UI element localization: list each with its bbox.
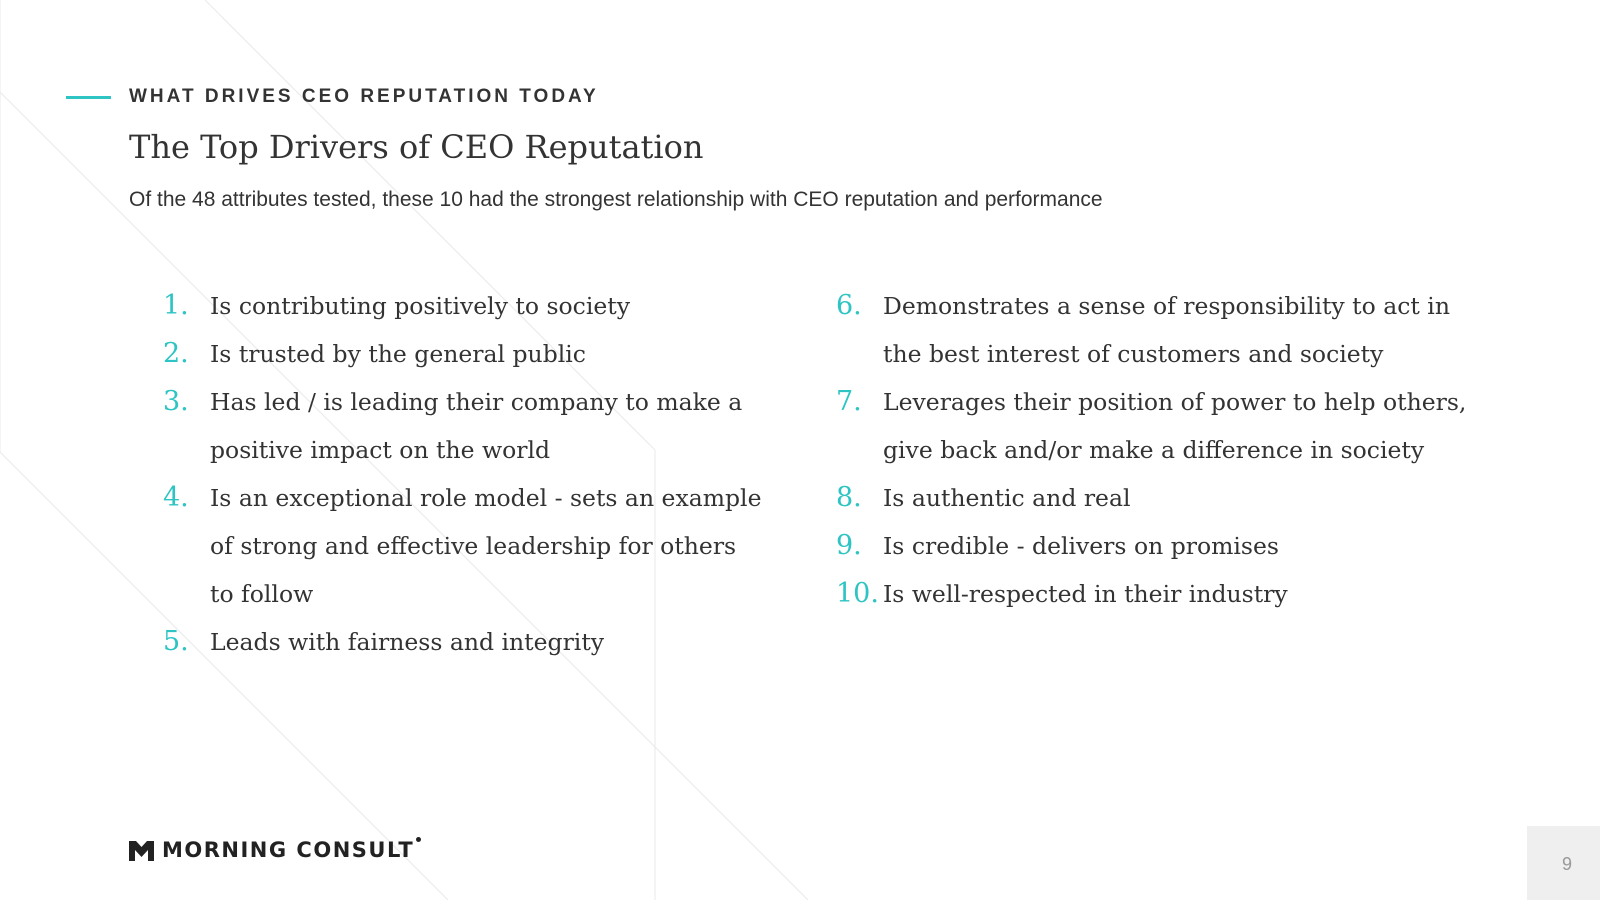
item-number: 3. — [163, 386, 189, 417]
section-eyebrow: WHAT DRIVES CEO REPUTATION TODAY — [129, 86, 599, 107]
list-item — [836, 378, 1476, 474]
drivers-list-right — [836, 282, 1476, 618]
logo-dot-icon — [416, 837, 421, 842]
item-text: Is authentic and real — [883, 484, 1131, 512]
page-number: 9 — [1561, 854, 1572, 874]
item-text: Is well-respected in their industry — [883, 580, 1288, 608]
item-text: Has led / is leading their company to make a positive impact on the world — [210, 388, 743, 464]
drivers-list-left — [163, 282, 763, 666]
item-number: 5. — [163, 626, 189, 657]
item-number: 1. — [163, 290, 189, 321]
list-item — [163, 474, 763, 618]
accent-rule — [66, 96, 111, 99]
list-item — [836, 474, 1476, 522]
page-title: The Top Drivers of CEO Reputation — [129, 128, 704, 166]
list-item — [163, 618, 763, 666]
item-number: 4. — [163, 482, 189, 513]
list-item — [163, 282, 763, 330]
item-text: Leverages their position of power to help others, give back and/or make a difference in society — [883, 388, 1467, 464]
item-text: Is credible - delivers on promises — [883, 532, 1279, 560]
item-number: 8. — [836, 482, 862, 513]
item-text: Is an exceptional role model - sets an example of strong and effective leadership for others to follow — [210, 484, 762, 608]
list-item — [836, 522, 1476, 570]
brand-logo — [129, 837, 421, 862]
item-number: 7. — [836, 386, 862, 417]
item-number: 10. — [836, 578, 879, 609]
item-number: 6. — [836, 290, 862, 321]
item-text: Demonstrates a sense of responsibility to act in the best interest of customers and society — [883, 292, 1450, 368]
list-item — [836, 570, 1476, 618]
item-number: 9. — [836, 530, 862, 561]
morning-consult-logo-icon — [129, 837, 154, 862]
page-number-box — [1527, 826, 1600, 900]
logo-wordmark: MORNING CONSULT — [162, 837, 415, 862]
list-item — [836, 282, 1476, 378]
item-text: Leads with fairness and integrity — [210, 628, 605, 656]
list-item — [163, 378, 763, 474]
item-number: 2. — [163, 338, 189, 369]
page-subtitle: Of the 48 attributes tested, these 10 had the strongest relationship with CEO reputation and performance — [129, 188, 1103, 211]
item-text: Is contributing positively to society — [210, 292, 630, 320]
list-item — [163, 330, 763, 378]
item-text: Is trusted by the general public — [210, 340, 586, 368]
